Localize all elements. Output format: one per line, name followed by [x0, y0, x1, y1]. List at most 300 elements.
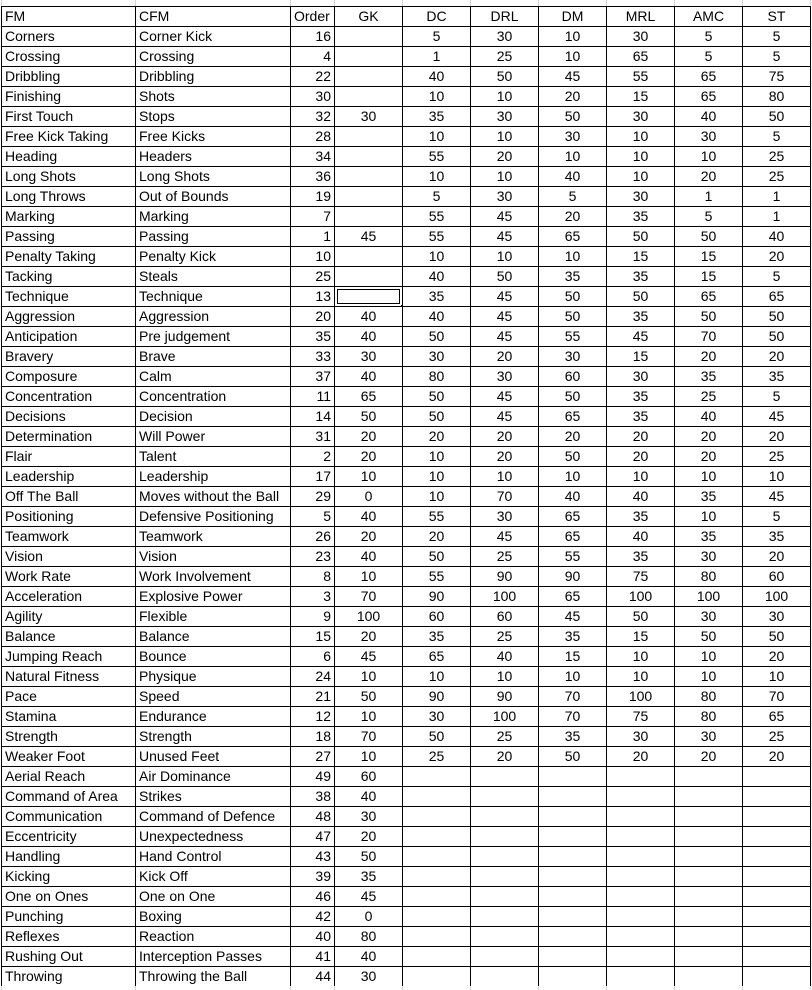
- cell[interactable]: 25: [471, 727, 539, 747]
- cell[interactable]: [471, 887, 539, 907]
- cell[interactable]: 40: [743, 227, 811, 247]
- cell[interactable]: Positioning: [2, 507, 136, 527]
- cell[interactable]: 45: [471, 387, 539, 407]
- cell[interactable]: 10: [607, 667, 675, 687]
- cell[interactable]: 30: [335, 967, 403, 987]
- cell[interactable]: 60: [539, 367, 607, 387]
- cell[interactable]: [335, 187, 403, 207]
- column-header-amc[interactable]: AMC: [675, 7, 743, 27]
- cell[interactable]: 10: [471, 467, 539, 487]
- cell[interactable]: 50: [607, 607, 675, 627]
- cell[interactable]: 80: [335, 927, 403, 947]
- cell[interactable]: 38: [291, 787, 335, 807]
- cell[interactable]: 33: [291, 347, 335, 367]
- cell[interactable]: 5: [743, 387, 811, 407]
- cell[interactable]: Talent: [136, 447, 291, 467]
- cell[interactable]: Weaker Foot: [2, 747, 136, 767]
- cell[interactable]: Leadership: [2, 467, 136, 487]
- cell[interactable]: 20: [675, 167, 743, 187]
- cell[interactable]: 35: [675, 527, 743, 547]
- cell[interactable]: 35: [607, 307, 675, 327]
- cell[interactable]: 50: [539, 447, 607, 467]
- cell[interactable]: 10: [675, 667, 743, 687]
- cell[interactable]: 34: [291, 147, 335, 167]
- cell[interactable]: [471, 967, 539, 987]
- cell[interactable]: 40: [471, 647, 539, 667]
- cell[interactable]: 30: [743, 607, 811, 627]
- cell[interactable]: 40: [675, 407, 743, 427]
- cell[interactable]: Bounce: [136, 647, 291, 667]
- cell[interactable]: 50: [471, 267, 539, 287]
- cell[interactable]: [539, 867, 607, 887]
- cell[interactable]: 15: [607, 627, 675, 647]
- cell[interactable]: 35: [335, 867, 403, 887]
- cell[interactable]: 40: [335, 787, 403, 807]
- cell[interactable]: 40: [539, 167, 607, 187]
- cell[interactable]: 41: [291, 947, 335, 967]
- cell[interactable]: Speed: [136, 687, 291, 707]
- cell[interactable]: 19: [291, 187, 335, 207]
- cell[interactable]: 65: [539, 587, 607, 607]
- cell[interactable]: 29: [291, 487, 335, 507]
- cell[interactable]: [403, 867, 471, 887]
- cell[interactable]: 10: [539, 147, 607, 167]
- cell[interactable]: [335, 67, 403, 87]
- cell[interactable]: 26: [291, 527, 335, 547]
- cell[interactable]: 40: [403, 67, 471, 87]
- cell[interactable]: First Touch: [2, 107, 136, 127]
- cell[interactable]: [335, 247, 403, 267]
- cell[interactable]: Air Dominance: [136, 767, 291, 787]
- cell[interactable]: Command of Area: [2, 787, 136, 807]
- cell[interactable]: 30: [471, 367, 539, 387]
- cell[interactable]: Endurance: [136, 707, 291, 727]
- cell[interactable]: 30: [335, 347, 403, 367]
- cell[interactable]: 20: [675, 347, 743, 367]
- cell[interactable]: 47: [291, 827, 335, 847]
- cell[interactable]: Decisions: [2, 407, 136, 427]
- cell[interactable]: 30: [471, 187, 539, 207]
- cell[interactable]: Marking: [2, 207, 136, 227]
- cell[interactable]: 10: [403, 447, 471, 467]
- cell[interactable]: 40: [607, 487, 675, 507]
- cell[interactable]: [471, 867, 539, 887]
- cell[interactable]: 22: [291, 67, 335, 87]
- cell[interactable]: Corner Kick: [136, 27, 291, 47]
- cell[interactable]: 10: [539, 47, 607, 67]
- cell[interactable]: Free Kick Taking: [2, 127, 136, 147]
- cell[interactable]: 5: [743, 47, 811, 67]
- cell[interactable]: [743, 947, 811, 967]
- cell[interactable]: 100: [743, 587, 811, 607]
- cell[interactable]: [607, 867, 675, 887]
- cell[interactable]: Corners: [2, 27, 136, 47]
- cell[interactable]: 25: [743, 147, 811, 167]
- cell[interactable]: Stops: [136, 107, 291, 127]
- cell[interactable]: 50: [675, 227, 743, 247]
- cell[interactable]: 45: [471, 207, 539, 227]
- cell[interactable]: 30: [607, 27, 675, 47]
- cell[interactable]: 65: [539, 407, 607, 427]
- cell[interactable]: 50: [743, 307, 811, 327]
- cell[interactable]: 75: [607, 567, 675, 587]
- cell[interactable]: 45: [471, 327, 539, 347]
- cell[interactable]: Heading: [2, 147, 136, 167]
- cell[interactable]: Throwing the Ball: [136, 967, 291, 987]
- cell[interactable]: Jumping Reach: [2, 647, 136, 667]
- cell[interactable]: 65: [675, 67, 743, 87]
- cell[interactable]: 45: [471, 407, 539, 427]
- cell[interactable]: 35: [743, 367, 811, 387]
- cell[interactable]: 30: [335, 107, 403, 127]
- cell[interactable]: 50: [675, 627, 743, 647]
- cell[interactable]: 10: [539, 667, 607, 687]
- cell[interactable]: 5: [291, 507, 335, 527]
- cell[interactable]: [607, 847, 675, 867]
- cell[interactable]: 20: [335, 827, 403, 847]
- column-header-dc[interactable]: DC: [403, 7, 471, 27]
- cell[interactable]: 65: [539, 227, 607, 247]
- cell[interactable]: 20: [675, 447, 743, 467]
- cell[interactable]: 46: [291, 887, 335, 907]
- cell[interactable]: 50: [743, 627, 811, 647]
- cell[interactable]: 36: [291, 167, 335, 187]
- cell[interactable]: 45: [471, 287, 539, 307]
- cell[interactable]: 100: [471, 587, 539, 607]
- cell[interactable]: 50: [675, 307, 743, 327]
- cell[interactable]: 65: [743, 287, 811, 307]
- cell[interactable]: [471, 827, 539, 847]
- cell[interactable]: 50: [539, 387, 607, 407]
- cell[interactable]: Shots: [136, 87, 291, 107]
- cell[interactable]: 20: [607, 747, 675, 767]
- cell[interactable]: Dribbling: [136, 67, 291, 87]
- cell[interactable]: 60: [471, 607, 539, 627]
- cell[interactable]: Pre judgement: [136, 327, 291, 347]
- cell[interactable]: 5: [403, 187, 471, 207]
- cell[interactable]: 20: [743, 647, 811, 667]
- cell[interactable]: 15: [675, 267, 743, 287]
- cell[interactable]: Balance: [2, 627, 136, 647]
- cell[interactable]: 16: [291, 27, 335, 47]
- cell[interactable]: 20: [675, 427, 743, 447]
- cell[interactable]: 100: [471, 707, 539, 727]
- cell[interactable]: Kick Off: [136, 867, 291, 887]
- cell[interactable]: 50: [403, 547, 471, 567]
- cell[interactable]: 65: [743, 707, 811, 727]
- cell[interactable]: 8: [291, 567, 335, 587]
- cell[interactable]: Determination: [2, 427, 136, 447]
- cell[interactable]: [335, 87, 403, 107]
- cell[interactable]: 70: [539, 687, 607, 707]
- cell[interactable]: Strikes: [136, 787, 291, 807]
- cell[interactable]: 10: [403, 127, 471, 147]
- cell[interactable]: [403, 947, 471, 967]
- cell[interactable]: 10: [471, 127, 539, 147]
- cell[interactable]: [539, 787, 607, 807]
- cell[interactable]: 10: [335, 667, 403, 687]
- cell[interactable]: 10: [607, 647, 675, 667]
- cell[interactable]: [471, 807, 539, 827]
- cell[interactable]: 10: [471, 87, 539, 107]
- cell[interactable]: 65: [675, 287, 743, 307]
- cell[interactable]: [335, 167, 403, 187]
- cell[interactable]: 24: [291, 667, 335, 687]
- cell[interactable]: [335, 267, 403, 287]
- cell[interactable]: [403, 767, 471, 787]
- cell[interactable]: 55: [607, 67, 675, 87]
- cell[interactable]: 75: [607, 707, 675, 727]
- selected-cell[interactable]: [335, 287, 403, 307]
- cell[interactable]: 20: [471, 427, 539, 447]
- cell[interactable]: 44: [291, 967, 335, 987]
- cell[interactable]: Leadership: [136, 467, 291, 487]
- cell[interactable]: 17: [291, 467, 335, 487]
- cell[interactable]: 25: [471, 627, 539, 647]
- cell[interactable]: Long Shots: [136, 167, 291, 187]
- cell[interactable]: 50: [335, 407, 403, 427]
- cell[interactable]: 45: [471, 227, 539, 247]
- cell[interactable]: Natural Fitness: [2, 667, 136, 687]
- cell[interactable]: 10: [471, 167, 539, 187]
- column-header-fm[interactable]: FM: [2, 7, 136, 27]
- cell[interactable]: 30: [471, 107, 539, 127]
- cell[interactable]: 11: [291, 387, 335, 407]
- cell[interactable]: 5: [675, 47, 743, 67]
- cell[interactable]: Aggression: [2, 307, 136, 327]
- cell[interactable]: 35: [539, 627, 607, 647]
- cell[interactable]: Will Power: [136, 427, 291, 447]
- cell[interactable]: 65: [403, 647, 471, 667]
- cell[interactable]: [675, 787, 743, 807]
- cell[interactable]: Dribbling: [2, 67, 136, 87]
- cell[interactable]: Finishing: [2, 87, 136, 107]
- cell[interactable]: 10: [539, 467, 607, 487]
- cell[interactable]: 35: [607, 267, 675, 287]
- cell[interactable]: 100: [675, 587, 743, 607]
- cell[interactable]: [539, 887, 607, 907]
- cell[interactable]: 50: [403, 407, 471, 427]
- cell[interactable]: 55: [403, 227, 471, 247]
- cell[interactable]: 50: [539, 287, 607, 307]
- cell[interactable]: 100: [607, 587, 675, 607]
- cell[interactable]: 35: [607, 547, 675, 567]
- cell[interactable]: 40: [539, 487, 607, 507]
- cell[interactable]: 10: [471, 247, 539, 267]
- cell[interactable]: 42: [291, 907, 335, 927]
- cell[interactable]: 20: [743, 347, 811, 367]
- cell[interactable]: [403, 827, 471, 847]
- cell[interactable]: 65: [607, 47, 675, 67]
- cell[interactable]: [743, 787, 811, 807]
- cell[interactable]: 70: [539, 707, 607, 727]
- cell[interactable]: 39: [291, 867, 335, 887]
- cell[interactable]: 50: [335, 687, 403, 707]
- cell[interactable]: 1: [743, 207, 811, 227]
- cell[interactable]: 100: [607, 687, 675, 707]
- cell[interactable]: 5: [675, 27, 743, 47]
- cell[interactable]: Brave: [136, 347, 291, 367]
- cell[interactable]: [607, 887, 675, 907]
- cell[interactable]: [607, 827, 675, 847]
- cell[interactable]: Steals: [136, 267, 291, 287]
- cell[interactable]: 45: [471, 307, 539, 327]
- cell[interactable]: [675, 767, 743, 787]
- cell[interactable]: 20: [743, 247, 811, 267]
- cell[interactable]: Pace: [2, 687, 136, 707]
- cell[interactable]: 20: [743, 547, 811, 567]
- cell[interactable]: 20: [743, 427, 811, 447]
- cell[interactable]: Free Kicks: [136, 127, 291, 147]
- cell[interactable]: [675, 887, 743, 907]
- cell[interactable]: [743, 967, 811, 987]
- cell[interactable]: 1: [743, 187, 811, 207]
- cell[interactable]: 37: [291, 367, 335, 387]
- cell[interactable]: 30: [403, 347, 471, 367]
- cell[interactable]: 5: [403, 27, 471, 47]
- cell[interactable]: [675, 867, 743, 887]
- cell[interactable]: 10: [335, 467, 403, 487]
- column-header-drl[interactable]: DRL: [471, 7, 539, 27]
- cell[interactable]: 1: [675, 187, 743, 207]
- cell[interactable]: 45: [607, 327, 675, 347]
- cell[interactable]: [471, 787, 539, 807]
- cell[interactable]: 20: [539, 427, 607, 447]
- cell[interactable]: 35: [539, 267, 607, 287]
- cell[interactable]: [675, 827, 743, 847]
- cell[interactable]: 10: [607, 467, 675, 487]
- cell[interactable]: [539, 907, 607, 927]
- cell[interactable]: 90: [471, 567, 539, 587]
- cell[interactable]: 90: [471, 687, 539, 707]
- cell[interactable]: 30: [335, 807, 403, 827]
- cell[interactable]: 20: [675, 747, 743, 767]
- cell[interactable]: 20: [471, 147, 539, 167]
- cell[interactable]: 40: [403, 267, 471, 287]
- cell[interactable]: 80: [743, 87, 811, 107]
- cell[interactable]: 45: [743, 407, 811, 427]
- cell[interactable]: 40: [335, 327, 403, 347]
- cell[interactable]: 43: [291, 847, 335, 867]
- cell[interactable]: 45: [335, 227, 403, 247]
- column-header-order[interactable]: Order: [291, 7, 335, 27]
- cell[interactable]: Strength: [136, 727, 291, 747]
- cell[interactable]: [539, 927, 607, 947]
- cell[interactable]: 90: [403, 687, 471, 707]
- cell[interactable]: 25: [471, 47, 539, 67]
- cell[interactable]: 48: [291, 807, 335, 827]
- cell[interactable]: 40: [335, 367, 403, 387]
- cell[interactable]: [607, 967, 675, 987]
- cell[interactable]: 20: [335, 447, 403, 467]
- column-header-dm[interactable]: DM: [539, 7, 607, 27]
- cell[interactable]: 20: [471, 447, 539, 467]
- cell[interactable]: Technique: [136, 287, 291, 307]
- cell[interactable]: [675, 807, 743, 827]
- cell[interactable]: 28: [291, 127, 335, 147]
- cell[interactable]: 30: [403, 707, 471, 727]
- cell[interactable]: [335, 207, 403, 227]
- cell[interactable]: [607, 787, 675, 807]
- cell[interactable]: 23: [291, 547, 335, 567]
- cell[interactable]: 20: [403, 527, 471, 547]
- cell[interactable]: [607, 907, 675, 927]
- cell[interactable]: 1: [291, 227, 335, 247]
- cell[interactable]: 6: [291, 647, 335, 667]
- cell[interactable]: Vision: [2, 547, 136, 567]
- cell[interactable]: 3: [291, 587, 335, 607]
- cell[interactable]: [335, 147, 403, 167]
- cell[interactable]: Unused Feet: [136, 747, 291, 767]
- cell[interactable]: Reaction: [136, 927, 291, 947]
- cell[interactable]: 55: [539, 327, 607, 347]
- cell[interactable]: 15: [675, 247, 743, 267]
- cell[interactable]: 30: [607, 727, 675, 747]
- cell[interactable]: Work Involvement: [136, 567, 291, 587]
- cell[interactable]: 20: [539, 87, 607, 107]
- cell[interactable]: Penalty Taking: [2, 247, 136, 267]
- cell[interactable]: Kicking: [2, 867, 136, 887]
- cell[interactable]: 45: [743, 487, 811, 507]
- cell[interactable]: 70: [743, 687, 811, 707]
- cell[interactable]: Out of Bounds: [136, 187, 291, 207]
- cell[interactable]: 4: [291, 47, 335, 67]
- cell[interactable]: 31: [291, 427, 335, 447]
- cell[interactable]: 80: [675, 687, 743, 707]
- cell[interactable]: 15: [291, 627, 335, 647]
- cell[interactable]: 35: [403, 627, 471, 647]
- cell[interactable]: Hand Control: [136, 847, 291, 867]
- cell[interactable]: 7: [291, 207, 335, 227]
- cell[interactable]: 10: [675, 147, 743, 167]
- cell[interactable]: Unexpectedness: [136, 827, 291, 847]
- cell[interactable]: 30: [607, 187, 675, 207]
- cell[interactable]: [403, 927, 471, 947]
- cell[interactable]: 10: [539, 247, 607, 267]
- cell[interactable]: 20: [291, 307, 335, 327]
- cell[interactable]: 14: [291, 407, 335, 427]
- cell[interactable]: [675, 927, 743, 947]
- cell[interactable]: [607, 767, 675, 787]
- cell[interactable]: 40: [335, 307, 403, 327]
- cell[interactable]: 25: [675, 387, 743, 407]
- cell[interactable]: Marking: [136, 207, 291, 227]
- cell[interactable]: 30: [675, 727, 743, 747]
- cell[interactable]: Decision: [136, 407, 291, 427]
- cell[interactable]: 35: [539, 727, 607, 747]
- cell[interactable]: 30: [291, 87, 335, 107]
- cell[interactable]: Flexible: [136, 607, 291, 627]
- cell[interactable]: [539, 767, 607, 787]
- cell[interactable]: Teamwork: [136, 527, 291, 547]
- cell[interactable]: 55: [403, 207, 471, 227]
- cell[interactable]: 32: [291, 107, 335, 127]
- cell[interactable]: [403, 807, 471, 827]
- cell[interactable]: 30: [471, 507, 539, 527]
- column-header-cfm[interactable]: CFM: [136, 7, 291, 27]
- cell[interactable]: 80: [675, 707, 743, 727]
- cell[interactable]: 10: [335, 567, 403, 587]
- cell[interactable]: 35: [607, 407, 675, 427]
- cell[interactable]: 20: [335, 527, 403, 547]
- cell[interactable]: 10: [403, 487, 471, 507]
- cell[interactable]: 1: [403, 47, 471, 67]
- cell[interactable]: Handling: [2, 847, 136, 867]
- cell[interactable]: 30: [675, 547, 743, 567]
- cell[interactable]: 60: [335, 767, 403, 787]
- cell[interactable]: 13: [291, 287, 335, 307]
- cell[interactable]: Balance: [136, 627, 291, 647]
